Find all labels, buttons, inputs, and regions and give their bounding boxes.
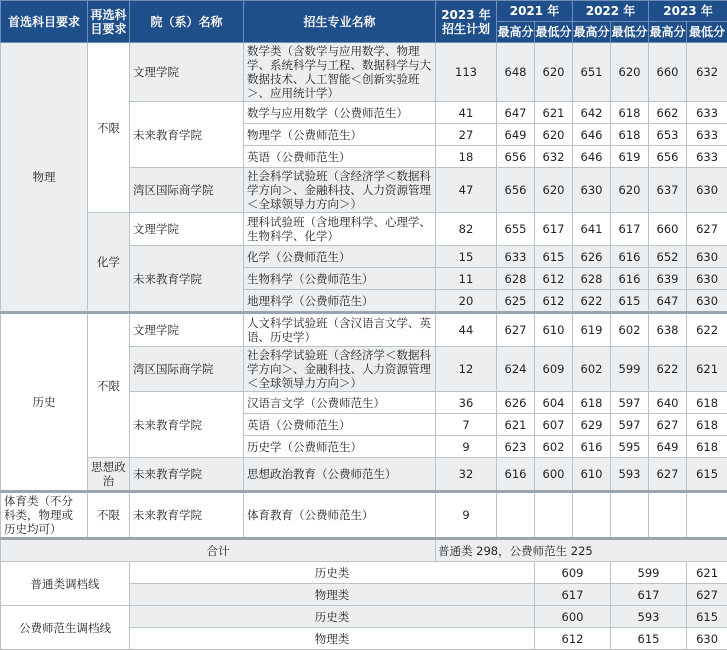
plan-cell: 7 [436,414,497,436]
college-cell: 未来教育学院 [130,492,244,539]
table-header [1,1,727,43]
table-row [1,213,727,246]
cutoff-score: 600 [535,606,611,628]
score-cell: 619 [611,146,649,168]
score-cell: 656 [649,146,687,168]
major-cell: 数学类（含数学与应用数学、物理学、系统科学与工程、数据科学与大数据技术、人工智能＜创新实验班＞、应用统计学） [244,43,436,102]
group-history: 历史 [1,313,88,492]
header-2022: 2022 年 [573,1,649,22]
score-cell: 660 [649,213,687,246]
major-cell: 人文科学试验班（含汉语言文学、英语、历史学） [244,313,436,347]
score-cell: 622 [687,313,727,347]
plan-cell: 44 [436,313,497,347]
score-cell: 623 [497,436,535,458]
header-plan: 2023 年 招生计划 [436,1,497,43]
score-cell: 593 [611,458,649,492]
major-cell: 英语（公费师范生） [244,414,436,436]
score-cell: 632 [535,146,573,168]
score-cell: 616 [573,436,611,458]
score-cell: 602 [573,347,611,392]
group-sports: 体育类（不分科类，物理或历史均可） [1,492,88,539]
score-cell: 618 [611,124,649,146]
college-cell: 文理学院 [130,43,244,102]
total-value: 普通类 298，公费师范生 225 [436,539,727,562]
score-cell: 652 [649,246,687,268]
plan-cell: 36 [436,392,497,414]
score-cell: 618 [687,414,727,436]
cutoff-score: 612 [535,628,611,650]
score-cell: 656 [497,168,535,213]
teacher-cutoff-label: 公费师范生调档线 [1,606,130,650]
major-cell: 化学（公费师范生） [244,246,436,268]
cutoff-row [1,606,727,628]
score-cell: 640 [649,392,687,414]
score-cell: 646 [573,146,611,168]
header-min-2023: 最低分 [687,22,727,43]
cutoff-category: 历史类 [130,562,535,584]
score-cell: 649 [497,124,535,146]
score-cell: 642 [573,102,611,124]
score-cell: 627 [497,313,535,347]
score-cell [535,492,573,539]
reselect-chemistry: 化学 [88,213,130,313]
major-cell: 历史学（公费师范生） [244,436,436,458]
reselect-unlimited: 不限 [88,43,130,213]
score-cell: 647 [649,290,687,313]
score-cell: 604 [535,392,573,414]
score-cell: 656 [497,146,535,168]
score-cell: 622 [573,290,611,313]
score-cell [573,492,611,539]
score-cell: 630 [687,168,727,213]
score-cell: 633 [687,102,727,124]
score-cell: 609 [535,347,573,392]
score-cell: 618 [687,392,727,414]
score-cell: 622 [649,347,687,392]
score-cell: 621 [535,102,573,124]
college-cell: 未来教育学院 [130,458,244,492]
cutoff-score: 599 [611,562,687,584]
score-cell: 627 [649,414,687,436]
plan-cell: 18 [436,146,497,168]
plan-cell: 32 [436,458,497,492]
score-cell: 612 [535,290,573,313]
total-row [1,539,727,562]
score-cell: 612 [535,268,573,290]
major-cell: 英语（公费师范生） [244,146,436,168]
college-cell: 未来教育学院 [130,246,244,313]
total-label: 合计 [1,539,436,562]
score-cell: 637 [649,168,687,213]
cutoff-score: 617 [611,584,687,606]
plan-cell: 11 [436,268,497,290]
major-cell: 地理科学（公费师范生） [244,290,436,313]
plan-cell: 15 [436,246,497,268]
score-cell: 662 [649,102,687,124]
cutoff-row [1,562,727,584]
score-cell: 630 [687,246,727,268]
score-cell: 615 [687,458,727,492]
score-cell: 620 [611,43,649,102]
score-cell: 615 [611,290,649,313]
score-cell: 648 [497,43,535,102]
college-cell: 湾区国际商学院 [130,347,244,392]
score-cell: 617 [535,213,573,246]
header-2021: 2021 年 [497,1,573,22]
cutoff-score: 621 [687,562,727,584]
reselect-unlimited: 不限 [88,492,130,539]
table-row [1,43,727,102]
score-cell: 655 [497,213,535,246]
general-cutoff-label: 普通类调档线 [1,562,130,606]
major-cell: 社会科学试验班（含经济学＜数据科学方向＞、金融科技、人力资源管理＜全球领导力方向＞） [244,347,436,392]
table-body [1,43,727,650]
score-cell: 630 [573,168,611,213]
plan-cell: 41 [436,102,497,124]
group-physics: 物理 [1,43,88,313]
score-cell: 632 [687,43,727,102]
table-row [1,313,727,347]
score-cell: 621 [687,347,727,392]
score-cell: 618 [611,102,649,124]
major-cell: 汉语言文学（公费师范生） [244,392,436,414]
cutoff-score: 630 [687,628,727,650]
score-cell: 600 [535,458,573,492]
score-cell: 646 [573,124,611,146]
header-major: 招生专业名称 [244,1,436,43]
score-cell: 633 [687,146,727,168]
plan-cell: 20 [436,290,497,313]
score-cell: 626 [497,392,535,414]
score-cell: 602 [535,436,573,458]
score-cell: 618 [687,436,727,458]
score-cell: 628 [497,268,535,290]
cutoff-score: 617 [535,584,611,606]
score-cell: 639 [649,268,687,290]
score-cell: 617 [611,213,649,246]
score-cell: 619 [573,313,611,347]
score-cell: 597 [611,392,649,414]
header-min-2022: 最低分 [611,22,649,43]
score-cell: 633 [687,124,727,146]
score-cell: 626 [573,246,611,268]
score-cell: 627 [687,213,727,246]
cutoff-score: 609 [535,562,611,584]
college-cell: 文理学院 [130,213,244,246]
major-cell: 思想政治教育（公费师范生） [244,458,436,492]
score-cell: 627 [649,458,687,492]
score-cell: 620 [611,168,649,213]
plan-cell: 82 [436,213,497,246]
reselect-unlimited: 不限 [88,313,130,458]
plan-cell: 27 [436,124,497,146]
plan-cell: 9 [436,492,497,539]
major-cell: 数学与应用数学（公费师范生） [244,102,436,124]
score-cell: 630 [687,268,727,290]
score-cell: 616 [497,458,535,492]
header-college: 院（系）名称 [130,1,244,43]
score-cell [649,492,687,539]
major-cell: 生物科学（公费师范生） [244,268,436,290]
score-cell: 653 [649,124,687,146]
cutoff-category: 物理类 [130,628,535,650]
score-cell: 649 [649,436,687,458]
header-primary-subject: 首选科目要求 [1,1,88,43]
score-cell: 641 [573,213,611,246]
plan-cell: 113 [436,43,497,102]
header-max-2023: 最高分 [649,22,687,43]
score-cell [611,492,649,539]
score-cell: 599 [611,347,649,392]
major-cell: 体育教育（公费师范生） [244,492,436,539]
score-cell [497,492,535,539]
score-cell: 620 [535,43,573,102]
major-cell: 物理学（公费师范生） [244,124,436,146]
header-min-2021: 最低分 [535,22,573,43]
score-cell: 607 [535,414,573,436]
score-cell: 620 [535,168,573,213]
reselect-politics: 思想政治 [88,458,130,492]
score-cell: 651 [573,43,611,102]
score-cell: 618 [573,392,611,414]
header-max-2021: 最高分 [497,22,535,43]
header-reselect-subject: 再选科目要求 [88,1,130,43]
cutoff-category: 历史类 [130,606,535,628]
score-cell: 647 [497,102,535,124]
score-cell: 610 [573,458,611,492]
score-cell: 610 [535,313,573,347]
score-cell: 629 [573,414,611,436]
score-cell [687,492,727,539]
score-cell: 628 [573,268,611,290]
score-cell: 620 [535,124,573,146]
college-cell: 未来教育学院 [130,102,244,168]
cutoff-score: 593 [611,606,687,628]
header-2023: 2023 年 [649,1,727,22]
cutoff-category: 物理类 [130,584,535,606]
score-cell: 616 [611,246,649,268]
score-cell: 660 [649,43,687,102]
major-cell: 社会科学试验班（含经济学＜数据科学方向＞、金融科技、人力资源管理＜全球领导力方向＞） [244,168,436,213]
score-cell: 638 [649,313,687,347]
major-cell: 理科试验班（含地理科学、心理学、生物科学、化学） [244,213,436,246]
college-cell: 文理学院 [130,313,244,347]
plan-cell: 12 [436,347,497,392]
header-max-2022: 最高分 [573,22,611,43]
cutoff-score: 627 [687,584,727,606]
cutoff-score: 615 [687,606,727,628]
table-row [1,458,727,492]
score-cell: 595 [611,436,649,458]
college-cell: 未来教育学院 [130,392,244,458]
score-cell: 602 [611,313,649,347]
college-cell: 湾区国际商学院 [130,168,244,213]
plan-cell: 47 [436,168,497,213]
score-cell: 597 [611,414,649,436]
score-cell: 633 [497,246,535,268]
table-row [1,492,727,539]
cutoff-score: 615 [611,628,687,650]
plan-cell: 9 [436,436,497,458]
score-cell: 621 [497,414,535,436]
score-cell: 615 [535,246,573,268]
score-cell: 625 [497,290,535,313]
score-cell: 630 [687,290,727,313]
score-cell: 616 [611,268,649,290]
score-cell: 624 [497,347,535,392]
